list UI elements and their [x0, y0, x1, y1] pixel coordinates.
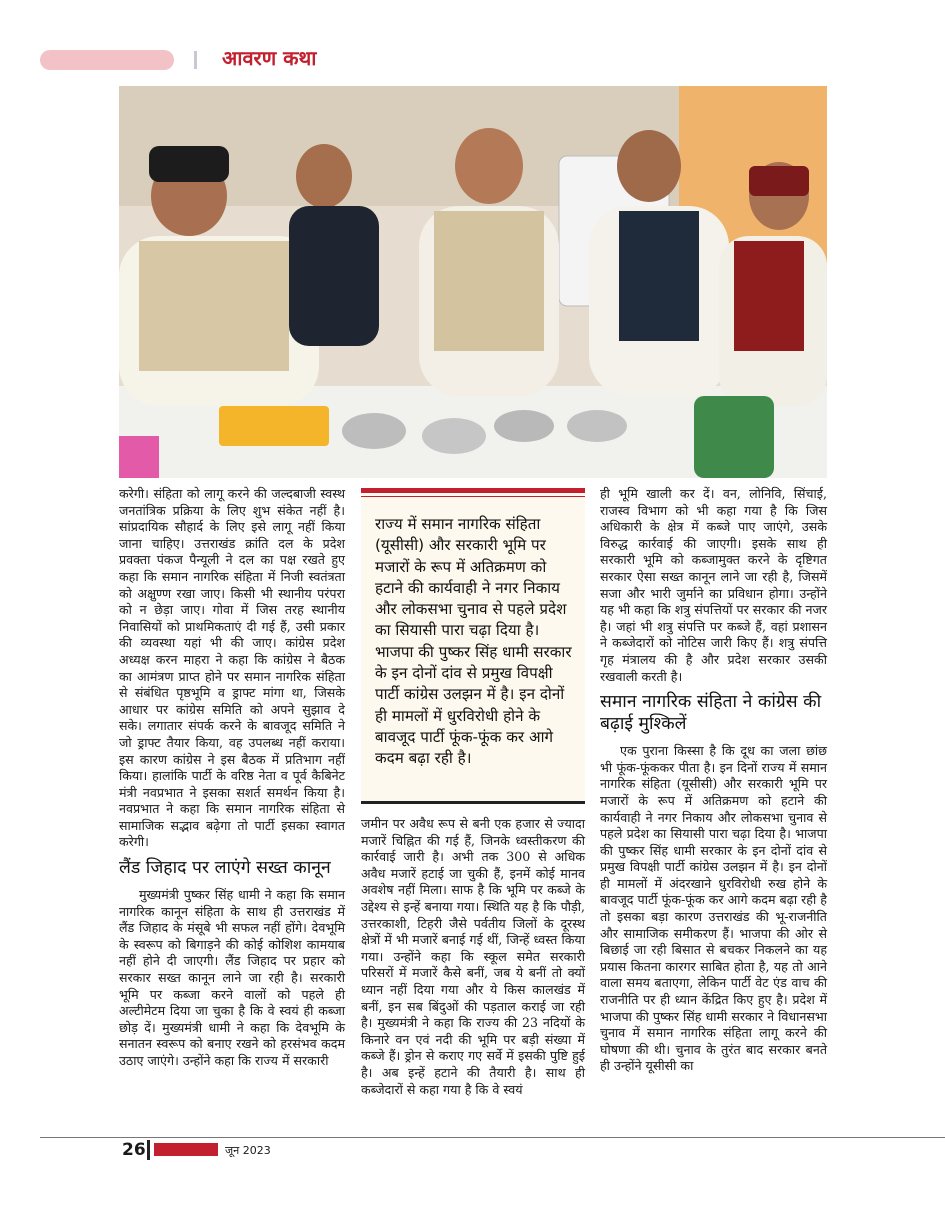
magazine-logo [154, 1143, 218, 1156]
section-title: आवरण कथा [222, 46, 317, 70]
footer-divider [147, 1140, 150, 1160]
col2-paragraph-1: जमीन पर अवैध रूप से बनी एक हजार से ज्यादा मजारें चिह्नित की गई हैं, जिनके ध्वस्तीकरण की कार्रवाई जारी है। अभी तक 300 से अधिक अवैध मजारें हटाई जा चुकी हैं, इनमें कोई मानव अवशेष नहीं मिला। साफ है कि भूमि पर कब्जे के उद्देश्य से इन्हें बनाया गया। स्थिति यह है कि पौड़ी, उत्तरकाशी, टिहरी जैसे पर्वतीय जिलों के दूरस्थ क्षेत्रों में भी मजारें बनाई गई थीं, जिन्हें ध्वस्त किया गया। उन्होंने कहा कि स्कूल समेत सरकारी परिसरों में मजारें कैसे बनीं, जब ये बनीं तो क्यों ध्यान नहीं दिया गया और ये किस कालखंड में बनीं, इन सब बिंदुओं की पड़ताल कराई जा रही है। मुख्यमंत्री ने कहा कि राज्य की 23 नदियों के किनारे वन एवं नदी की भूमि पर बड़ी संख्या में कब्जे हैं। ड्रोन से कराए गए सर्वे में इसकी पुष्टि हुई है। अब इन्हें हटाने की तैयारी है। साथ ही कब्जेदारों से कहा गया है कि वे स्वयं [361, 816, 585, 1097]
column-2 [361, 816, 585, 1098]
page-number: 26 [122, 1140, 146, 1160]
pull-quote-box [361, 488, 585, 804]
photo-illustration [119, 86, 827, 478]
pull-quote-rule-thin [361, 496, 585, 497]
pull-quote-text: राज्य में समान नागरिक संहिता (यूसीसी) और सरकारी भूमि पर मजारों के रूप में अतिक्रमण को हटाने की कार्यवाही ने नगर निकाय और लोकसभा चुनाव से पहले प्रदेश का सियासी पारा चढ़ा दिया है। भाजपा की पुष्कर सिंह धामी सरकार के इन दोनों दांव से प्रमुख विपक्षी पार्टी कांग्रेस उलझन में है। इन दोनों ही मामलों में धुरविरोधी होने के बावजूद पार्टी फूंक-फूंक कर आगे कदम बढ़ा रही है। [375, 515, 572, 768]
header-accent-pill [40, 50, 174, 70]
col1-paragraph-2: मुख्यमंत्री पुष्कर सिंह धामी ने कहा कि समान नागरिक कानून संहिता के साथ ही उत्तराखंड में लैंड जिहाद के मंसूबे भी सफल नहीं होंगे। देवभूमि के स्वरूप को बिगाड़ने की कोई कोशिश कामयाब नहीं होने दी जाएगी। लैंड जिहाद पर प्रहार को सरकार सख्त कानून लाने जा रही है। सरकारी भूमि पर कब्जा करने वालों को पहले ही अल्टीमेटम दिया जा चुका है कि वे स्वयं ही कब्जा छोड़ दें। मुख्यमंत्री धामी ने कहा कि देवभूमि के सनातन स्वरूप को बनाए रखने को हरसंभव कदम उठाए जाएंगे। उन्होंने कहा कि राज्य में सरकारी [119, 887, 345, 1068]
header-divider [194, 51, 197, 69]
issue-date: जून 2023 [225, 1144, 271, 1157]
pull-quote-rule-bottom [361, 801, 585, 804]
col3-subheading: समान नागरिक संहिता ने कांग्रेस की बढ़ाई मुश्किलें [600, 692, 822, 735]
col3-paragraph-1: ही भूमि खाली कर दें। वन, लोनिवि, सिंचाई, राजस्व विभाग को भी कहा गया है कि जिस अधिकारी के क्षेत्र में कब्जे पाए जाएंगे, उसके विरुद्ध कार्रवाई की जाएगी। इसके साथ ही सरकारी भूमि को कब्जामुक्त करने के दृष्टिगत सरकार ऐसा सख्त कानून लाने जा रही है, जिसमें सजा और भारी जुर्माने का प्रविधान होगा। उन्होंने यह भी कहा कि शत्रु संपत्तियों पर सरकार की नजर है। जहां भी शत्रु संपत्ति पर कब्जे हैं, वहां प्रशासन ने कब्जेदारों को नोटिस जारी किए हैं। शत्रु संपत्ति गृह मंत्रालय की है और प्रदेश सरकार उसकी रखवाली करती है। [600, 486, 827, 684]
col1-subheading: लैंड जिहाद पर लाएंगे सख्त कानून [119, 858, 331, 879]
col3-paragraph-2: एक पुराना किस्सा है कि दूध का जला छांछ भी फूंक-फूंककर पीता है। इन दिनों राज्य में समान नागरिक संहिता (यूसीसी) और सरकारी भूमि पर मजारों के रूप में अतिक्रमण को हटाने की कार्यवाही ने नगर निकाय और लोकसभा चुनाव से पहले प्रदेश का सियासी पारा चढ़ा दिया है। भाजपा की पुष्कर सिंह धामी सरकार के इन दोनों दांव से प्रमुख विपक्षी पार्टी कांग्रेस उलझन में है। इन दोनों ही मामलों में अंदरखाने धुरविरोधी रुख होने के बावजूद पार्टी फूंक-फूंक कर आगे कदम बढ़ा रही है तो इसका बड़ा कारण उत्तराखंड की भू-राजनीति और सामाजिक समीकरण हैं। भाजपा की ओर से बिछाई जा रही बिसात से बचकर निकलने का यह प्रयास कितना कारगर साबित होता है, यह तो आने वाला समय बताएगा, लेकिन पार्टी वेट एंड वाच की राजनीति पर ही ध्यान केंद्रित किए हुए है। प्रदेश में भाजपा की पुष्कर सिंह धामी सरकार ने विधानसभा चुनाव में समान नागरिक संहिता लागू करने की घोषणा की थी। चुनाव के तुरंत बाद सरकार बनते ही उन्होंने यूसीसी का [600, 743, 827, 1074]
column-3 [600, 486, 827, 1075]
column-1 [119, 486, 345, 1070]
pull-quote-rule-top [361, 488, 585, 493]
col1-paragraph-1: करेगी। संहिता को लागू करने की जल्दबाजी स्वस्थ जनतांत्रिक प्रक्रिया के लिए शुभ संकेत नहीं है। सांप्रदायिक सौहार्द के लिए इसे लागू नहीं किया जाना चाहिए। उत्तराखंड क्रांति दल के प्रदेश प्रवक्ता पंकज पैन्यूली ने दल का पक्ष रखते हुए कहा कि समान नागरिक संहिता में निजी स्वतंत्रता को अक्षुण्ण रखा जाए। किसी भी स्थानीय परंपरा को न छेड़ा जाए। गोवा में जिस तरह स्थानीय निवासियों को प्राथमिकताएं दी गई हैं, उसी प्रकार की व्यवस्था यहां भी की जाए। कांग्रेस प्रदेश अध्यक्ष करन माहरा ने कहा कि कांग्रेस ने बैठक का आमंत्रण प्राप्त होने पर समान नागरिक संहिता से संबंधित पृष्ठभूमि व ड्राफ्ट मांगा था, जिसके आधार पर कांग्रेस समिति को अपने सुझाव दे सके। लगातार संपर्क करने के बावजूद समिति ने जो ड्राफ्ट तैयार किया, वह उपलब्ध नहीं कराया। इस कारण कांग्रेस ने इस बैठक में प्रतिभाग नहीं किया। हालांकि पार्टी के वरिष्ठ नेता व पूर्व कैबिनेट मंत्री नवप्रभात ने इसका सशर्त समर्थन किया है। नवप्रभात ने कहा कि समान नागरिक संहिता से सामाजिक सद्भाव बढ़ेगा तो पार्टी इसका स्वागत करेगी। [119, 486, 345, 850]
lead-photo [119, 86, 827, 478]
footer-rule [40, 1137, 945, 1138]
